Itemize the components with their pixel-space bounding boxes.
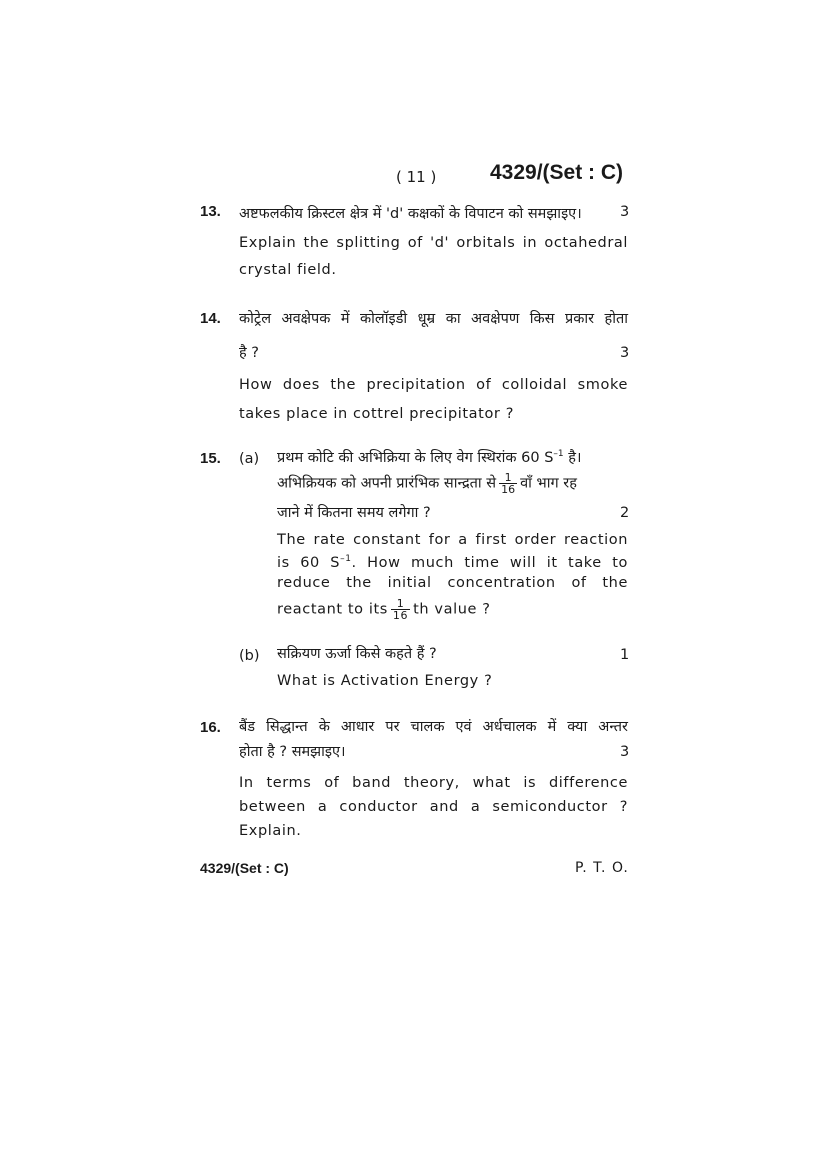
question-15a-hindi-line-1: प्रथम कोटि की अभिक्रिया के लिए वेग स्थिरांक 60 $S^{-1}$ है। (277, 449, 582, 466)
page-number: ( 11 ) (396, 168, 437, 186)
question-14-number: 14. (200, 310, 221, 327)
paper-code-footer: 4329/(Set : C) (200, 860, 289, 876)
question-14-english-line-2: takes place in cottrel precipitator ? (239, 406, 514, 422)
question-15a-english-line-2: is 60 $S^{-1}$. How much time will it take to (277, 554, 628, 571)
question-16-marks: 3 (620, 744, 630, 760)
question-16-hindi-line-1: बैंड सिद्धान्त के आधार पर चालक एवं अर्धचालक में क्या अन्तर (239, 719, 628, 735)
question-15a-hindi-line-3: जाने में कितना समय लगेगा ? (277, 505, 431, 521)
question-16-english-line-1: In terms of band theory, what is difference (239, 775, 628, 791)
question-15a-english-line-1: The rate constant for a first order reaction (277, 532, 628, 548)
question-14-english-line-1: How does the precipitation of colloidal smoke (239, 377, 628, 393)
paper-code-header: 4329/(Set : C) (490, 161, 624, 184)
question-13-english-line-1: Explain the splitting of 'd' orbitals in octahedral (239, 235, 628, 251)
question-14-hindi-line-1: कोट्रेल अवक्षेपक में कोलॉइडी धूम्र का अवक्षेपण किस प्रकार होता (239, 311, 628, 327)
question-15a-marks: 2 (620, 505, 630, 521)
question-13-hindi: अष्टफलकीय क्रिस्टल क्षेत्र में 'd' कक्षकों के विपाटन को समझाइए। (239, 206, 582, 222)
question-15a-english-line-4: reactant to its $\frac{1}{16}$ th value ? (277, 597, 491, 622)
question-13-english-line-2: crystal field. (239, 262, 337, 278)
question-13-number: 13. (200, 203, 221, 220)
question-15b-label: (b) (239, 648, 260, 664)
question-16-hindi-line-2: होता है ? समझाइए। (239, 744, 346, 760)
question-15b-marks: 1 (620, 647, 630, 663)
question-14-hindi-line-2: है ? (239, 345, 260, 361)
question-16-english-line-3: Explain. (239, 823, 302, 839)
question-15b-english: What is Activation Energy ? (277, 673, 493, 689)
question-14-marks: 3 (620, 345, 630, 361)
question-15-number: 15. (200, 450, 221, 467)
question-13-marks: 3 (620, 204, 630, 220)
question-16-english-line-2: between a conductor and a semiconductor ? (239, 799, 628, 815)
question-15b-hindi: सक्रियण ऊर्जा किसे कहते हैं ? (277, 646, 437, 662)
please-turn-over: P. T. O. (575, 860, 629, 876)
question-15a-label: (a) (239, 451, 260, 467)
fraction-one-sixteenth: $\frac{1}{16}$ (501, 471, 516, 496)
question-15a-english-line-3: reduce the initial concentration of the (277, 575, 628, 591)
fraction-one-sixteenth: $\frac{1}{16}$ (392, 597, 409, 622)
question-15a-hindi-line-2: अभिक्रियक को अपनी प्रारंभिक सान्द्रता से $\frac{1}{16}$ वाँ भाग रह (277, 471, 577, 496)
question-16-number: 16. (200, 719, 221, 736)
